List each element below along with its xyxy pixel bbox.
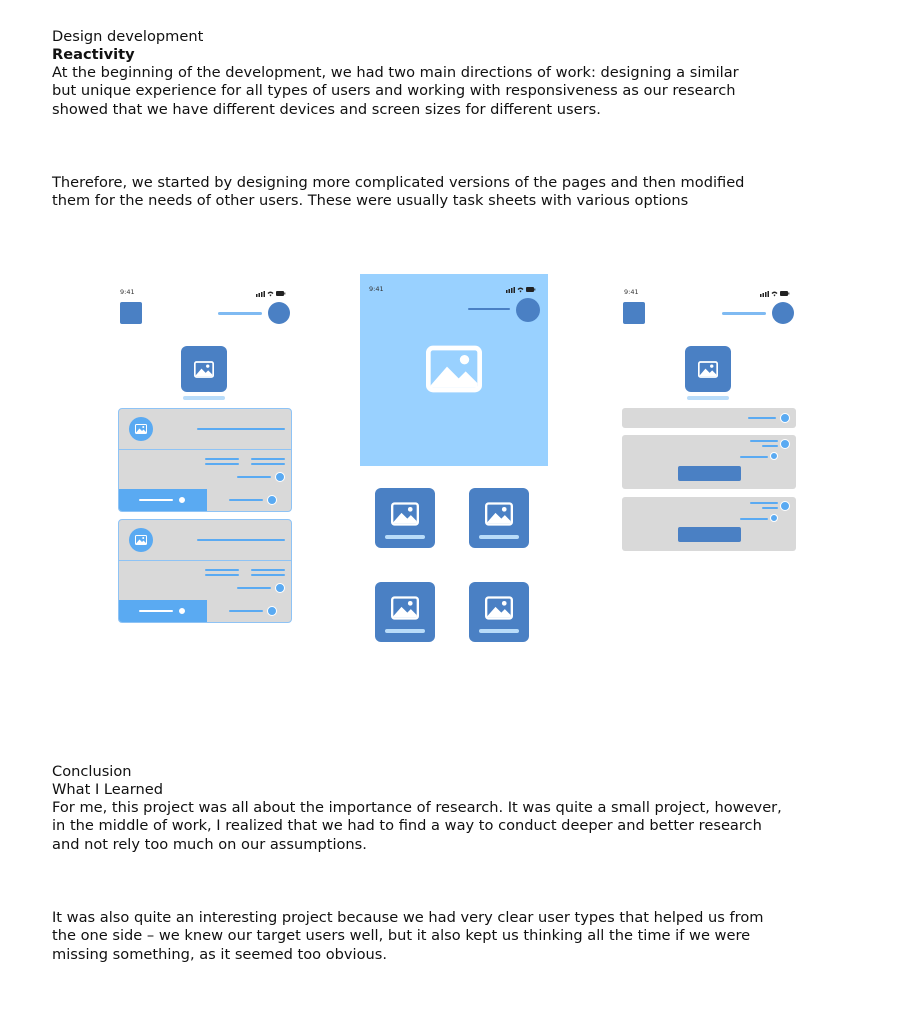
- option-card: [622, 497, 796, 551]
- paragraph-2: [52, 174, 744, 211]
- card-line: [750, 502, 778, 504]
- card-line: [205, 463, 239, 465]
- task-card: [118, 519, 292, 623]
- image-tile: [469, 582, 529, 642]
- card-line: [205, 569, 239, 571]
- footer-dot-icon: [267, 495, 277, 505]
- card-dot-icon: [275, 583, 285, 593]
- image-tile: [375, 488, 435, 548]
- tile-caption-line: [385, 535, 425, 539]
- tile-caption-line: [479, 535, 519, 539]
- card-line: [251, 574, 285, 576]
- hero-image-icon: [426, 344, 482, 394]
- paragraph-3: [52, 799, 782, 854]
- option-card: [622, 435, 796, 489]
- left-phone-mockup: [118, 284, 293, 629]
- footer-dot-icon: [177, 606, 187, 616]
- tile-caption-line: [385, 629, 425, 633]
- card-line: [762, 507, 778, 509]
- card-line: [251, 458, 285, 460]
- status-icons: [256, 290, 286, 297]
- row-dot-icon: [780, 413, 790, 423]
- card-dot-icon: [780, 501, 790, 511]
- section-heading: Design development: [52, 28, 204, 45]
- image-icon: [685, 346, 731, 392]
- card-line: [251, 569, 285, 571]
- paragraph-4-line: It was also quite an interesting project because we had very clear user types that helped us from: [52, 909, 764, 926]
- image-tile: [469, 488, 529, 548]
- paragraph-1-line: showed that we have different devices and screen sizes for different users.: [52, 100, 601, 118]
- paragraph-4: [52, 909, 764, 964]
- middle-phone-mockup: [360, 274, 548, 646]
- status-time: 9:41: [120, 288, 135, 296]
- paragraph-2-line: Therefore, we started by designing more complicated versions of the pages and then modified: [52, 174, 745, 191]
- caption-line: [687, 396, 729, 400]
- conclusion-subheading: What I Learned: [52, 781, 163, 798]
- image-tile: [375, 582, 435, 642]
- option-row: [622, 408, 796, 428]
- card-action-button: [678, 466, 741, 481]
- paragraph-1-line: At the beginning of the development, we had two main directions of work: designing a similar: [52, 64, 739, 81]
- header-line: [218, 312, 262, 315]
- card-line: [205, 458, 239, 460]
- status-time: 9:41: [624, 288, 639, 296]
- menu-square-icon: [120, 302, 142, 324]
- avatar: [268, 302, 290, 324]
- card-line: [237, 587, 271, 589]
- paragraph-4-line: the one side – we knew our target users well, but it also kept us thinking all the time if we were: [52, 927, 751, 945]
- paragraph-3-line: in the middle of work, I realized that we had to find a way to conduct deeper and better research: [52, 817, 762, 835]
- card-dot-icon: [770, 514, 778, 522]
- tile-caption-line: [479, 629, 519, 633]
- avatar: [516, 298, 540, 322]
- card-image-icon: [129, 417, 153, 441]
- row-line: [748, 417, 776, 419]
- card-dot-icon: [780, 439, 790, 449]
- card-dot-icon: [770, 452, 778, 460]
- footer-dot-icon: [267, 606, 277, 616]
- card-image-icon: [129, 528, 153, 552]
- footer-dot-icon: [177, 495, 187, 505]
- caption-line: [183, 396, 225, 400]
- card-line: [750, 440, 778, 442]
- paragraph-3-line: For me, this project was all about the importance of research. It was quite a small project, however,: [52, 799, 782, 816]
- footer-line: [229, 499, 263, 501]
- card-line: [251, 463, 285, 465]
- right-phone-mockup: [622, 284, 798, 554]
- header-line: [468, 308, 510, 310]
- status-time: 9:41: [369, 285, 384, 293]
- task-card: [118, 408, 292, 512]
- paragraph-3-line: and not rely too much on our assumptions.: [52, 835, 367, 853]
- card-line: [740, 456, 768, 458]
- menu-square-icon: [623, 302, 645, 324]
- card-footer: [119, 489, 291, 511]
- card-line: [205, 574, 239, 576]
- card-title-line: [197, 428, 285, 430]
- header-line: [722, 312, 766, 315]
- footer-line: [229, 610, 263, 612]
- paragraph-2-line: them for the needs of other users. These were usually task sheets with various options: [52, 192, 689, 210]
- avatar: [772, 302, 794, 324]
- card-footer: [119, 600, 291, 622]
- card-title-line: [197, 539, 285, 541]
- paragraph-4-line: missing something, as it seemed too obvious.: [52, 945, 388, 963]
- status-icons: [506, 286, 536, 293]
- footer-line: [139, 499, 173, 501]
- card-line: [740, 518, 768, 520]
- card-action-button: [678, 527, 741, 542]
- paragraph-1: [52, 64, 739, 119]
- conclusion-heading: Conclusion: [52, 763, 132, 780]
- subheading-reactivity: Reactivity: [52, 46, 135, 63]
- card-dot-icon: [275, 472, 285, 482]
- status-icons: [760, 290, 790, 297]
- card-line: [237, 476, 271, 478]
- footer-line: [139, 610, 173, 612]
- image-icon: [181, 346, 227, 392]
- paragraph-1-line: but unique experience for all types of users and working with responsiveness as our research: [52, 82, 736, 100]
- card-line: [762, 445, 778, 447]
